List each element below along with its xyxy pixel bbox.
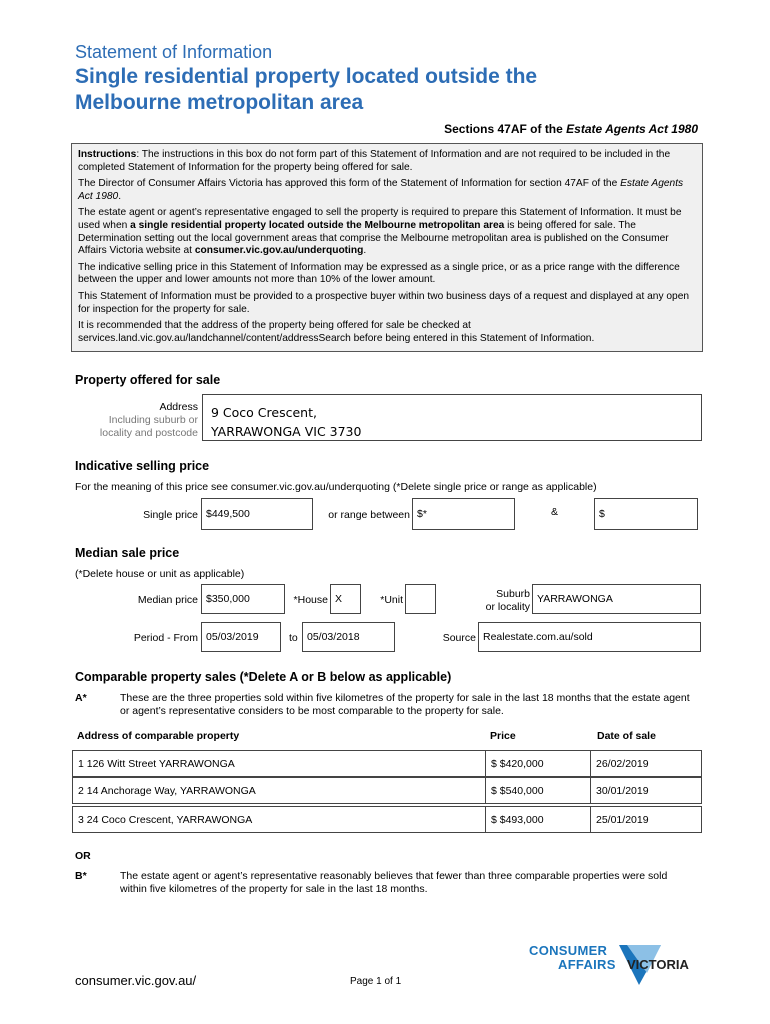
indicative-note: For the meaning of this price see consumer.vic.gov.au/underquoting (*Delete single price or range as applicable) <box>75 481 597 493</box>
instructions-p6: It is recommended that the address of the property being offered for sale be checked at services.land.vic.gov.au/landchannel/content/addressSearch before being entered in this Statement of Information. <box>78 320 595 344</box>
title-line-2: Melbourne metropolitan area <box>75 91 364 114</box>
suburb-label-2: or locality <box>485 601 530 613</box>
option-a-text: These are the three properties sold within five kilometres of the property for sale in the last 18 months that the estate agent or agent’s representative considers to be most comparable to the property for sale. <box>120 692 690 717</box>
sections-act: Estate Agents Act 1980 <box>566 122 698 136</box>
underquoting-link[interactable]: consumer.vic.gov.au/underquoting <box>194 245 364 257</box>
period-to-label: to <box>289 632 298 644</box>
page-title <box>75 64 695 116</box>
instructions-p2-end: . <box>118 190 122 202</box>
page-number: Page 1 of 1 <box>350 976 402 987</box>
unit-field[interactable] <box>405 584 436 614</box>
instructions-p2-text: The Director of Consumer Affairs Victoria has approved this form of the Statement of Information for section 47AF of the <box>78 178 621 190</box>
row-price[interactable]: $ $540,000 <box>485 777 591 804</box>
instructions-box <box>71 143 703 352</box>
consumer-affairs-logo <box>529 943 709 988</box>
comparable-heading: Comparable property sales (*Delete A or B below as applicable) <box>75 670 452 684</box>
row-address[interactable]: 1 126 Witt Street YARRAWONGA <box>72 750 486 777</box>
instructions-p3 <box>78 207 696 257</box>
single-price-label: Single price <box>143 509 198 521</box>
row-price[interactable]: $ $493,000 <box>485 806 591 833</box>
suburb-label <box>460 588 530 614</box>
instructions-bold: Instructions <box>78 149 137 160</box>
unit-label: *Unit <box>380 594 403 606</box>
row-address[interactable]: 3 24 Coco Crescent, YARRAWONGA <box>72 806 486 833</box>
col-date-header: Date of sale <box>597 730 656 742</box>
range-from-field[interactable]: $* <box>412 498 515 530</box>
median-note: (*Delete house or unit as applicable) <box>75 568 245 580</box>
property-heading: Property offered for sale <box>75 373 221 387</box>
sections-prefix: Sections 47AF of the <box>444 122 563 136</box>
row-date[interactable]: 26/02/2019 <box>590 750 702 777</box>
suburb-label-1: Suburb <box>496 588 530 600</box>
instructions-p1-text: : The instructions in this box do not form part of this Statement of Information and are not required to be included in the completed Statement of Information for the property being offered for sale. <box>78 149 671 173</box>
range-label: or range between <box>328 509 410 521</box>
address-field[interactable] <box>202 394 702 441</box>
logo-victoria: VICTORIA <box>627 957 689 972</box>
period-to-field[interactable]: 05/03/2018 <box>302 622 395 652</box>
suburb-field[interactable]: YARRAWONGA <box>532 584 701 614</box>
option-b-label: B* <box>75 870 87 882</box>
row-price[interactable]: $ $420,000 <box>485 750 591 777</box>
house-field[interactable]: X <box>330 584 361 614</box>
instructions-p1 <box>78 149 696 174</box>
instructions-p3-text2: is being offered for sale. The Determination setting out the local government areas that comprise the Melbourne metropolitan area is published on the Consumer Affairs Victoria website at <box>78 219 669 257</box>
address-line-2: YARRAWONGA VIC 3730 <box>211 424 362 439</box>
median-heading: Median sale price <box>75 546 180 560</box>
address-sublabel-2: locality and postcode <box>99 427 198 439</box>
instructions-p2 <box>78 178 696 203</box>
single-price-field[interactable]: $449,500 <box>201 498 313 530</box>
title-line-1: Single residential property located outside the <box>75 65 538 88</box>
table-row <box>72 777 702 804</box>
row-date[interactable]: 25/01/2019 <box>590 806 702 833</box>
table-row <box>72 750 702 777</box>
instructions-p3-text: The estate agent or agent’s representative engaged to sell the property is required to prepare this Statement of Information. It must be used when <box>78 207 682 231</box>
instructions-p2-act: Estate Agents Act 1980 <box>78 178 684 202</box>
option-b-text: The estate agent or agent’s representative reasonably believes that fewer than three comparable properties were sold within five kilometres of the property for sale in the last 18 months. <box>120 870 668 895</box>
range-ampersand: & <box>551 506 559 518</box>
logo-line-2: AFFAIRS <box>558 957 616 972</box>
row-date[interactable]: 30/01/2019 <box>590 777 702 804</box>
source-label: Source <box>442 632 476 644</box>
address-line-1: 9 Coco Crescent, <box>211 405 317 420</box>
sections-reference <box>444 122 698 136</box>
logo-line-1: CONSUMER <box>529 943 608 958</box>
median-price-field[interactable]: $350,000 <box>201 584 285 614</box>
instructions-p3-end: . <box>363 245 367 257</box>
form-kicker: Statement of Information <box>75 42 273 62</box>
option-a-label: A* <box>75 692 87 704</box>
row-address[interactable]: 2 14 Anchorage Way, YARRAWONGA <box>72 777 486 804</box>
instructions-p4: The indicative selling price in this Statement of Information may be expressed as a single price, or as a price range with the difference between the upper and lower amounts not more than 10% of the lower amount. <box>78 261 680 286</box>
source-field[interactable]: Realestate.com.au/sold <box>478 622 701 652</box>
indicative-heading: Indicative selling price <box>75 459 210 473</box>
address-label: Address <box>159 401 198 413</box>
footer-site[interactable]: consumer.vic.gov.au/ <box>75 973 197 988</box>
house-label: *House <box>293 594 328 606</box>
or-label: OR <box>75 850 91 862</box>
period-from-field[interactable]: 05/03/2019 <box>201 622 281 652</box>
range-to-field[interactable]: $ <box>594 498 698 530</box>
address-label-block <box>80 401 198 440</box>
instructions-p3-bold: a single residential property located outside the Melbourne metropolitan area <box>130 219 505 231</box>
period-from-label: Period - From <box>133 632 198 644</box>
instructions-p5: This Statement of Information must be provided to a prospective buyer within two business days of a request and displayed at any open for inspection for the property for sale. <box>78 290 690 315</box>
col-price-header: Price <box>490 730 516 742</box>
address-sublabel-1: Including suburb or <box>108 414 198 426</box>
col-address-header: Address of comparable property <box>77 730 240 742</box>
table-row <box>72 806 702 833</box>
median-price-label: Median price <box>137 594 198 606</box>
